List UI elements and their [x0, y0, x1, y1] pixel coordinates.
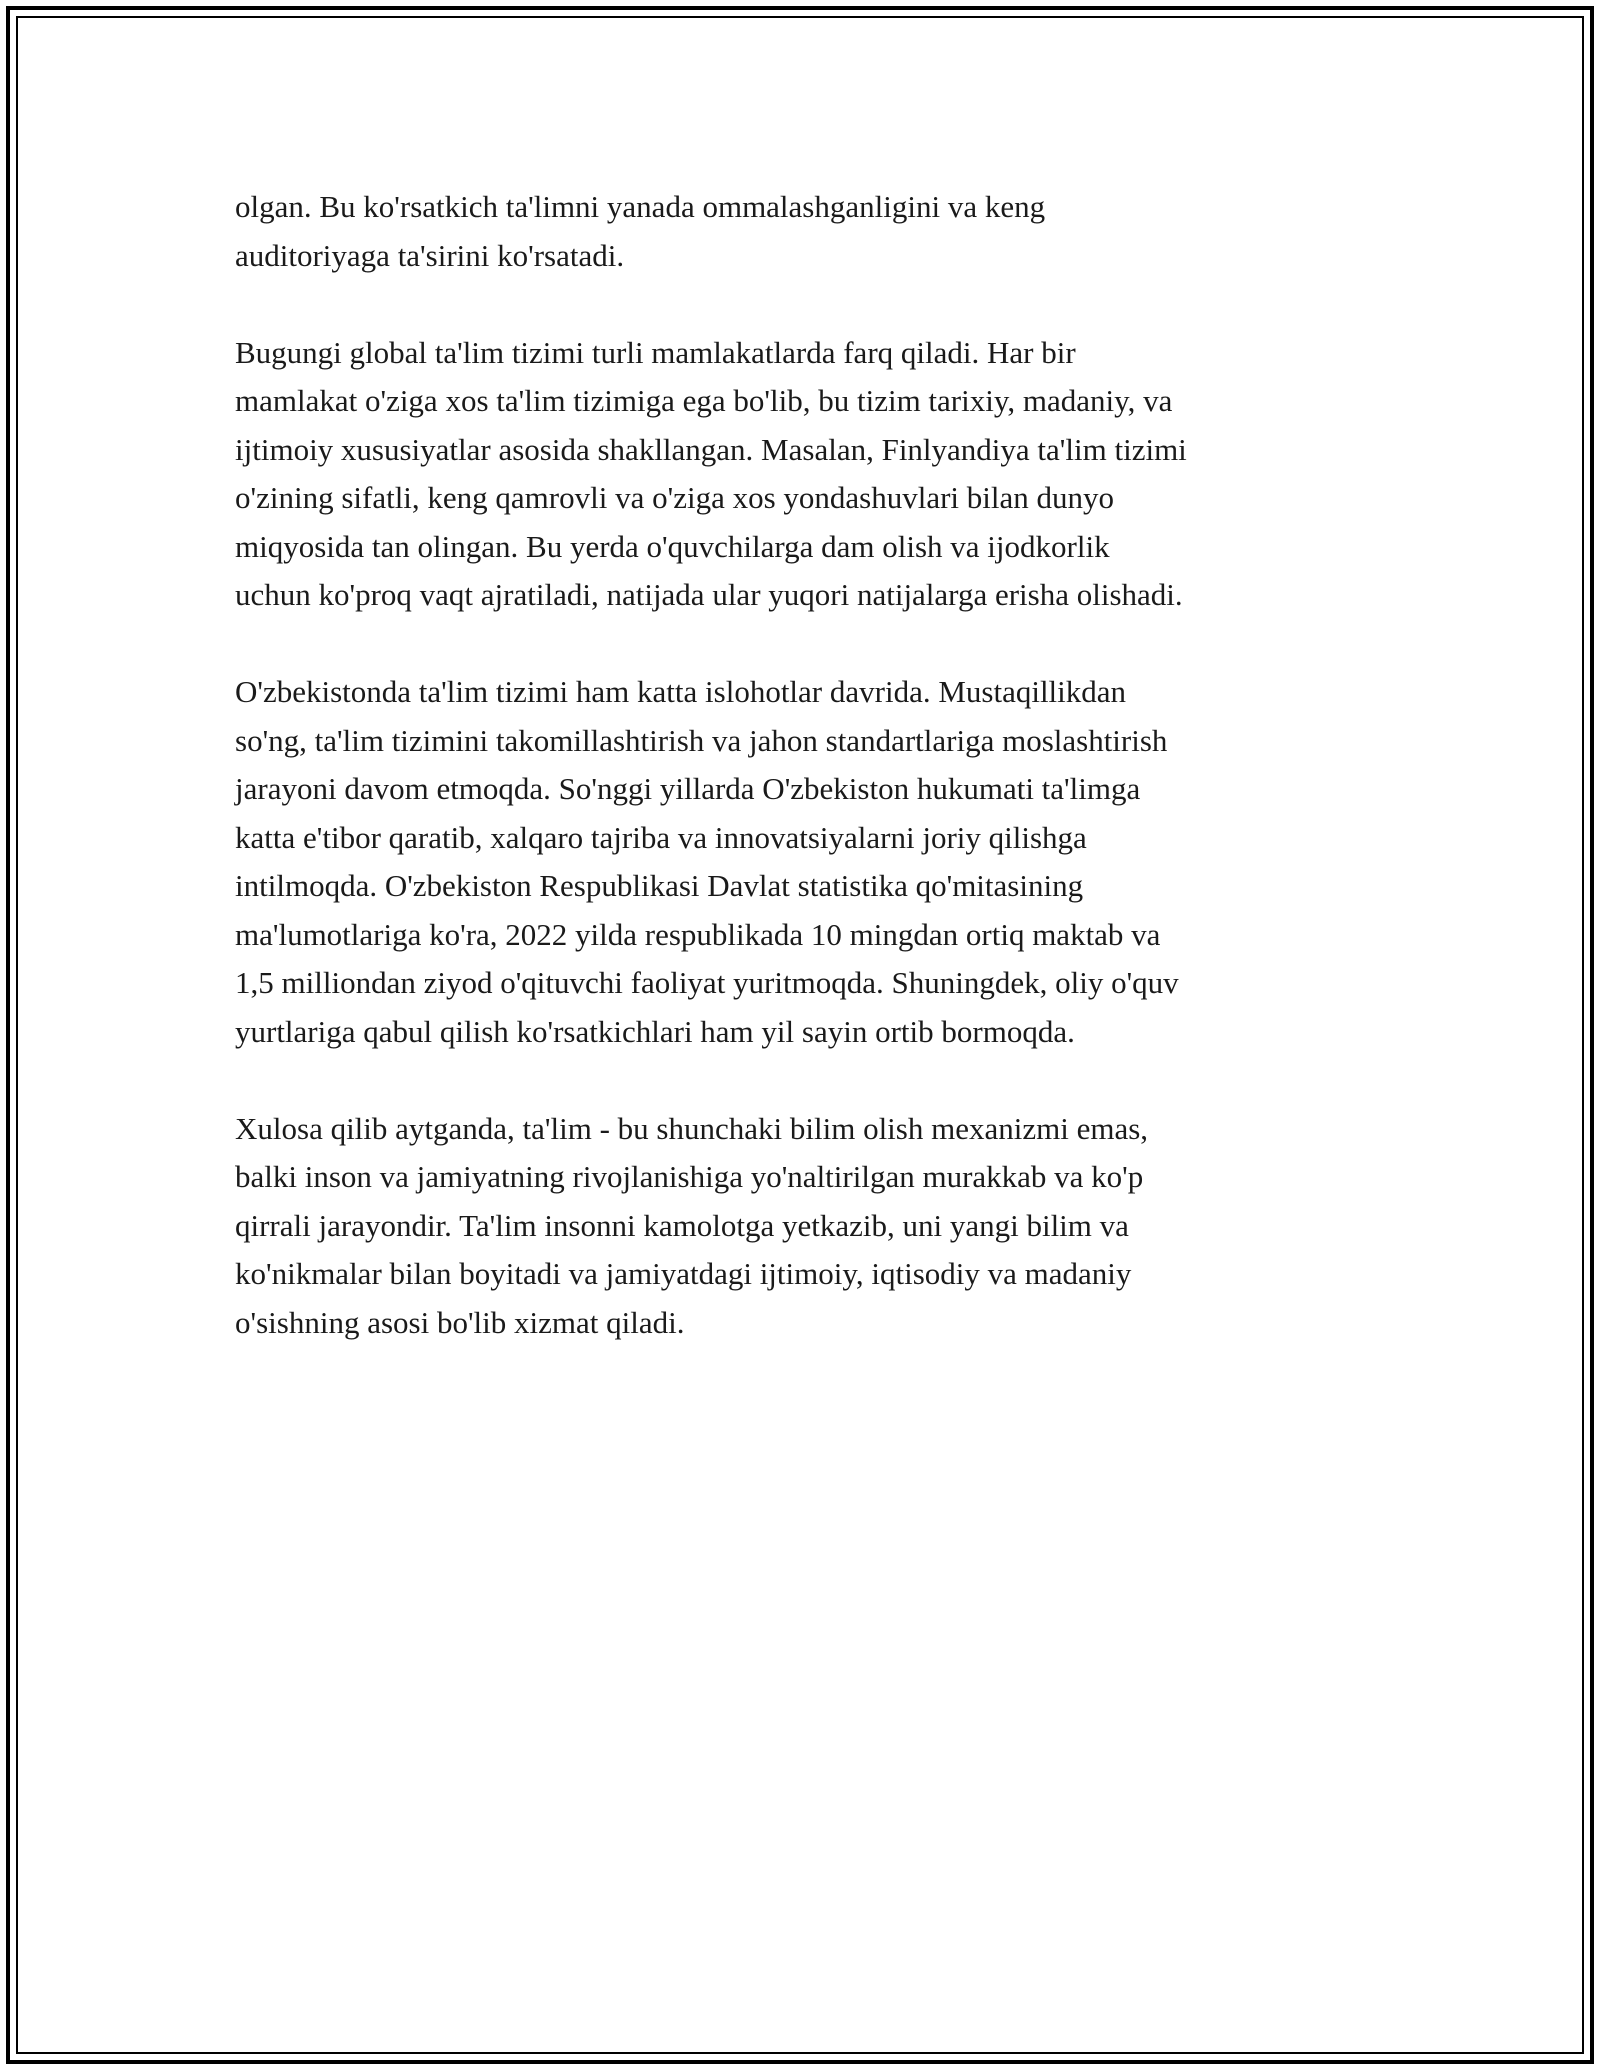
text-line: 1,5 milliondan ziyod o'qituvchi faoliyat yuritmoqda. Shuningdek, oliy o'quv	[235, 965, 1179, 1000]
paragraph-1	[235, 183, 1385, 280]
text-line: Bugungi global ta'lim tizimi turli mamlakatlarda farq qiladi. Har bir	[235, 334, 1076, 370]
text-line: ma'lumotlariga ko'ra, 2022 yilda respublikada 10 mingdan ortiq maktab va	[235, 916, 1161, 952]
paragraph-3	[235, 668, 1385, 1056]
text-line: intilmoqda. O'zbekiston Respublikasi Davlat statistika qo'mitasining	[235, 868, 1084, 903]
document-body	[235, 183, 1385, 1396]
text-line: o'zining sifatli, keng qamrovli va o'ziga xos yondashuvlari bilan dunyo	[235, 480, 1115, 515]
text-line: yurtlariga qabul qilish ko'rsatkichlari ham yil sayin ortib bormoqda.	[235, 1013, 1075, 1049]
text-line: balki inson va jamiyatning rivojlanishiga yo'naltirilgan murakkab va ko'p	[235, 1159, 1144, 1194]
text-line: auditoriyaga ta'sirini ko'rsatadi.	[235, 237, 625, 273]
text-line: ko'nikmalar bilan boyitadi va jamiyatdagi ijtimoiy, iqtisodiy va madaniy	[235, 1256, 1132, 1291]
text-line: mamlakat o'ziga xos ta'lim tizimiga ega bo'lib, bu tizim tarixiy, madaniy, va	[235, 383, 1173, 418]
text-line: so'ng, ta'lim tizimini takomillashtirish va jahon standartlariga moslashtirish	[235, 722, 1168, 758]
paragraph-4	[235, 1105, 1385, 1348]
text-line: miqyosida tan olingan. Bu yerda o'quvchilarga dam olish va ijodkorlik	[235, 528, 1110, 564]
text-line: olgan. Bu ko'rsatkich ta'limni yanada ommalashganligini va keng	[235, 189, 1046, 224]
text-line: katta e'tibor qaratib, xalqaro tajriba va innovatsiyalarni joriy qilishga	[235, 819, 1087, 855]
paragraph-2	[235, 329, 1385, 620]
text-line: qirrali jarayondir. Ta'lim insonni kamolotga yetkazib, uni yangi bilim va	[235, 1207, 1129, 1243]
text-line: jarayoni davom etmoqda. So'nggi yillarda O'zbekiston hukumati ta'limga	[235, 771, 1141, 806]
text-line: o'sishning asosi bo'lib xizmat qiladi.	[235, 1304, 685, 1340]
text-line: Xulosa qilib aytganda, ta'lim - bu shunchaki bilim olish mexanizmi emas,	[235, 1110, 1149, 1146]
text-line: uchun ko'proq vaqt ajratiladi, natijada ular yuqori natijalarga erisha olishadi.	[235, 577, 1183, 612]
text-line: O'zbekistonda ta'lim tizimi ham katta islohotlar davrida. Mustaqillikdan	[235, 674, 1127, 709]
text-line: ijtimoiy xususiyatlar asosida shakllangan. Masalan, Finlyandiya ta'lim tizimi	[235, 431, 1187, 467]
